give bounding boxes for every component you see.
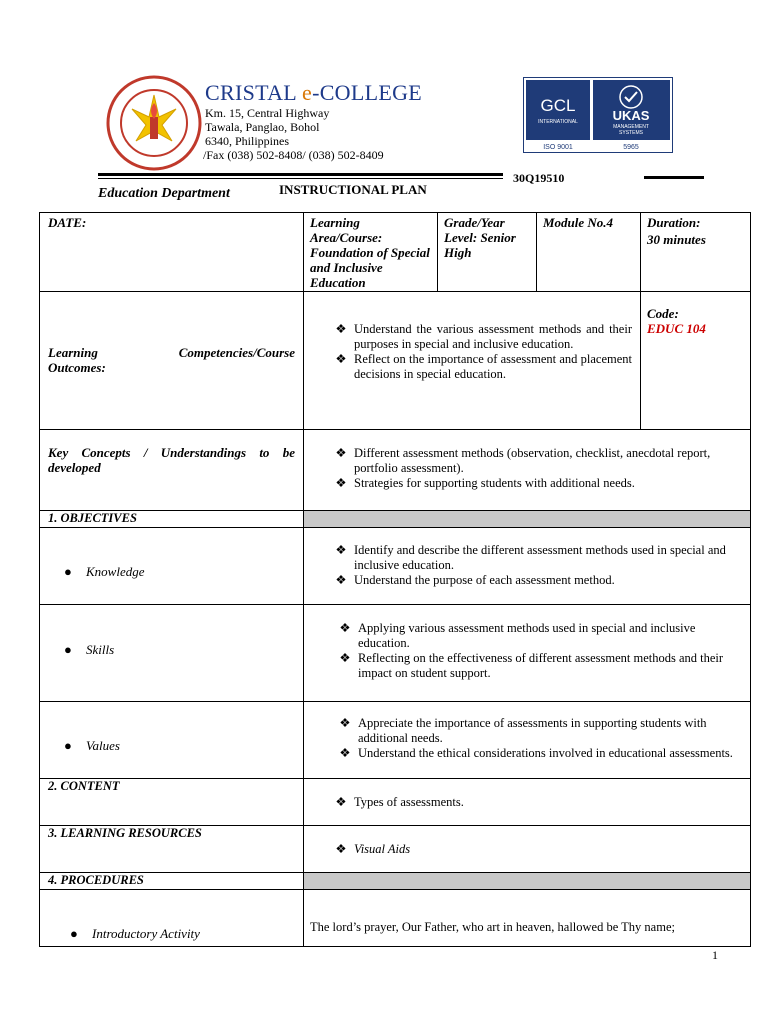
intro-activity-label-cell bbox=[39, 889, 304, 947]
objectives-shaded-cell bbox=[303, 510, 751, 528]
bullet-icon: ● bbox=[70, 926, 78, 941]
diamond-bullet-icon: ❖ bbox=[339, 716, 351, 730]
competencies-label-cell bbox=[39, 291, 304, 430]
intro-activity-text: The lord’s prayer, Our Father, who art in heaven, hallowed be Thy name; bbox=[310, 920, 675, 934]
code-label: Code: bbox=[647, 306, 679, 321]
content-content-cell bbox=[303, 778, 751, 826]
list-item: ❖ Different assessment methods (observation, checklist, anecdotal report, portfolio assessment). bbox=[332, 446, 730, 476]
knowledge-label: ● Knowledge bbox=[64, 564, 145, 579]
resources-content-cell bbox=[303, 825, 751, 873]
competencies-label: Learning Competencies/Course Outcomes: bbox=[48, 345, 295, 375]
code-cell bbox=[640, 291, 751, 430]
bullet-icon: ● bbox=[64, 738, 72, 753]
header-rule-left bbox=[98, 173, 503, 176]
values-label-cell bbox=[39, 701, 304, 779]
diamond-bullet-icon: ❖ bbox=[339, 746, 351, 760]
duration-cell bbox=[640, 212, 751, 292]
address-line-1: Km. 15, Central Highway bbox=[205, 106, 330, 120]
diamond-bullet-icon: ❖ bbox=[335, 543, 347, 557]
values-content-cell bbox=[303, 701, 751, 779]
gcl-brand-text: GCL bbox=[540, 96, 576, 115]
content-title-cell bbox=[39, 778, 304, 826]
knowledge-list bbox=[332, 543, 730, 588]
grade-level-text: Grade/Year Level: Senior High bbox=[444, 215, 516, 260]
diamond-bullet-icon: ❖ bbox=[335, 446, 347, 460]
header-rule-thin bbox=[98, 178, 503, 179]
values-label: ● Values bbox=[64, 738, 120, 753]
procedures-title: 4. PROCEDURES bbox=[48, 873, 144, 887]
date-cell bbox=[39, 212, 304, 292]
list-item: ❖ Reflect on the importance of assessment and placement decisions in special education. bbox=[332, 352, 632, 382]
duration-label: Duration: bbox=[647, 215, 701, 230]
list-item: ❖ Applying various assessment methods used in special and inclusive education. bbox=[336, 621, 744, 651]
ukas-sub2-text: SYSTEMS bbox=[619, 130, 643, 136]
diamond-bullet-icon: ❖ bbox=[335, 842, 347, 856]
list-item: ❖ Strategies for supporting students with additional needs. bbox=[332, 476, 730, 491]
diamond-bullet-icon: ❖ bbox=[335, 476, 347, 490]
skills-content-cell bbox=[303, 604, 751, 702]
diamond-bullet-icon: ❖ bbox=[335, 573, 347, 587]
address-line-4: /Fax (038) 502-8408/ (038) 502-8409 bbox=[203, 148, 384, 162]
list-item: ❖ Appreciate the importance of assessments in supporting students with additional needs. bbox=[336, 716, 738, 746]
certification-logo bbox=[523, 77, 673, 153]
skills-label: ● Skills bbox=[64, 642, 115, 657]
values-list bbox=[336, 716, 738, 761]
procedures-shaded-cell bbox=[303, 872, 751, 890]
address-line-3: 6340, Philippines bbox=[205, 134, 290, 148]
list-item: ❖ Types of assessments. bbox=[332, 795, 464, 810]
list-item: ❖ Understand the purpose of each assessment method. bbox=[332, 573, 730, 588]
procedures-title-cell bbox=[39, 872, 304, 890]
duration-value: 30 minutes bbox=[647, 232, 706, 247]
ukas-sub1-text: MANAGEMENT bbox=[613, 124, 649, 130]
college-name: CRISTAL e-COLLEGE bbox=[205, 80, 423, 105]
intro-activity-label: ● Introductory Activity bbox=[70, 926, 200, 941]
diamond-bullet-icon: ❖ bbox=[339, 621, 351, 635]
list-item: ❖ Reflecting on the effectiveness of different assessment methods and their impact on student support. bbox=[336, 651, 744, 681]
page-number: 1 bbox=[712, 948, 718, 962]
iso-text: ISO 9001 bbox=[543, 144, 573, 151]
list-item: ❖ Identify and describe the different assessment methods used in special and inclusive education. bbox=[332, 543, 730, 573]
document-code: 30Q19510 bbox=[513, 171, 565, 185]
diamond-bullet-icon: ❖ bbox=[335, 352, 347, 366]
objectives-title-cell bbox=[39, 510, 304, 528]
grade-level-cell bbox=[437, 212, 537, 292]
resources-title: 3. LEARNING RESOURCES bbox=[48, 826, 202, 840]
college-seal-logo bbox=[106, 75, 202, 171]
resources-list bbox=[332, 842, 410, 857]
gcl-sub-text: INTERNATIONAL bbox=[538, 119, 578, 125]
competencies-content-cell bbox=[303, 291, 641, 430]
intro-activity-content-cell bbox=[303, 889, 751, 947]
ukas-brand-text: UKAS bbox=[612, 108, 650, 123]
skills-label-cell bbox=[39, 604, 304, 702]
list-item: ❖ Understand the various assessment methods and their purposes in special and inclusive education. bbox=[332, 322, 632, 352]
module-cell bbox=[536, 212, 641, 292]
document-title: INSTRUCTIONAL PLAN bbox=[279, 182, 427, 197]
ukas-number-text: 5965 bbox=[623, 144, 639, 151]
list-item: ❖ Visual Aids bbox=[332, 842, 410, 857]
objectives-title: 1. OBJECTIVES bbox=[48, 511, 137, 525]
learning-area-text: Learning Area/Course: Foundation of Special and Inclusive Education bbox=[310, 215, 430, 290]
address-line-2: Tawala, Panglao, Bohol bbox=[205, 120, 320, 134]
bullet-icon: ● bbox=[64, 642, 72, 657]
date-label: DATE: bbox=[48, 215, 87, 230]
diamond-bullet-icon: ❖ bbox=[339, 651, 351, 665]
module-text: Module No.4 bbox=[543, 215, 614, 230]
resources-title-cell bbox=[39, 825, 304, 873]
header-rule-right bbox=[644, 176, 704, 179]
content-list bbox=[332, 795, 464, 810]
key-concepts-list bbox=[332, 446, 730, 491]
diamond-bullet-icon: ❖ bbox=[335, 322, 347, 336]
department-label: Education Department bbox=[98, 186, 230, 201]
skills-list bbox=[336, 621, 744, 681]
list-item: ❖ Understand the ethical considerations involved in educational assessments. bbox=[336, 746, 738, 761]
key-concepts-label-cell bbox=[39, 429, 304, 511]
content-title: 2. CONTENT bbox=[48, 779, 120, 793]
knowledge-content-cell bbox=[303, 527, 751, 605]
diamond-bullet-icon: ❖ bbox=[335, 795, 347, 809]
knowledge-label-cell bbox=[39, 527, 304, 605]
bullet-icon: ● bbox=[64, 564, 72, 579]
key-concepts-label: Key Concepts / Understandings to be developed bbox=[48, 445, 295, 475]
key-concepts-content-cell bbox=[303, 429, 751, 511]
competencies-list bbox=[332, 322, 632, 382]
learning-area-cell bbox=[303, 212, 438, 292]
code-value: EDUC 104 bbox=[647, 321, 706, 336]
